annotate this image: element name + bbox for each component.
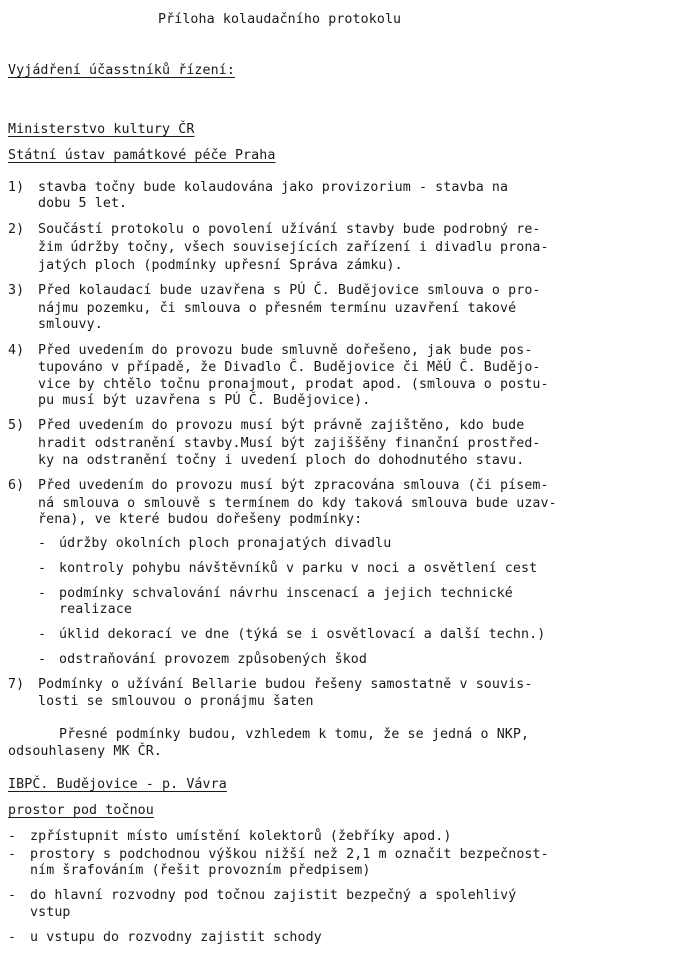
sub-item-text: realizace [59,602,132,617]
item-text-line: nájmu pozemku, či smlouva o přesném termínu uzavření takové [38,301,517,316]
item-text-line: vice by chtělo točnu pronajmout, prodat apod. (smlouva o postu- [38,377,549,392]
org-heading-ministry: Ministerstvo kultury ČR [8,122,195,137]
item-text-line: Před uvedením do provozu bude smluvně dořešeno, jak bude pos- [38,343,533,358]
dash-item-text: u vstupu do rozvodny zajistit schody [30,930,322,945]
page-title: Příloha kolaudačního protokolu [158,12,402,27]
item-text-line: Před kolaudací bude uzavřena s PÚ Č. Budějovice smlouva o pro- [38,283,541,298]
item-text-line: žim údržby točny, všech souvisejících zařízení i divadlu prona- [38,240,549,255]
item-number: 4) [8,343,25,358]
item-text-line: losti se smlouvou o pronájmu šaten [38,694,314,709]
item-text-line: stavba točny bude kolaudována jako provizorium - stavba na [38,180,509,195]
closing-line: Přesné podmínky budou, vzhledem k tomu, že se jedná o NKP, [59,727,530,742]
section-subheading: prostor pod točnou [8,803,154,818]
item-text-line: jatých ploch (podmínky upřesní Správa zámku). [38,258,403,273]
item-text-line: pu musí být uzavřena s PÚ Č. Budějovice). [38,393,371,408]
sub-item-dash: - [38,627,47,642]
sub-item-dash: - [38,561,47,576]
sub-item-dash: - [38,536,47,551]
sub-item-dash: - [38,652,47,667]
participants-heading: Vyjádření účasstníků řízení: [8,63,235,78]
dash-item-text: zpřístupnit místo umístění kolektorů (žebříky apod.) [30,829,452,844]
item-number: 6) [8,478,25,493]
org-heading-sup: Státní ústav památkové péče Praha [8,148,276,163]
dash-item-text: ním šrafováním (řešit provozním předpisem) [30,863,371,878]
dash-item-dash: - [8,888,17,903]
item-text-line: hradit odstranění stavby.Musí být zajiššěny finanční prostřed- [38,436,541,451]
item-text-line: Před uvedením do provozu musí být právně zajištěno, kdo bude [38,418,525,433]
dash-item-text: prostory s podchodnou výškou nižší než 2,1 m označit bezpečnost- [30,847,549,862]
item-text-line: Součástí protokolu o povolení užívání stavby bude podrobný re- [38,222,541,237]
item-text-line: dobu 5 let. [38,196,128,211]
item-text-line: řena), ve které budou dořešeny podmínky: [38,512,363,527]
item-number: 3) [8,283,25,298]
item-number: 1) [8,180,25,195]
item-number: 7) [8,677,25,692]
sub-item-text: odstraňování provozem způsobených škod [59,652,368,667]
sub-item-text: podmínky schvalování návrhu inscenací a jejich technické [59,586,513,601]
org-heading-ibp: IBPČ. Budějovice - p. Vávra [8,777,227,792]
item-text-line: ky na odstranění točny i uvedení ploch do dohodnutého stavu. [38,453,525,468]
sub-item-dash: - [38,586,47,601]
dash-item-dash: - [8,847,17,862]
item-text-line: smlouvy. [38,317,103,332]
sub-item-text: úklid dekorací ve dne (týká se i osvětlovací a další techn.) [59,627,546,642]
dash-item-text: do hlavní rozvodny pod točnou zajistit bezpečný a spolehlivý [30,888,517,903]
item-number: 2) [8,222,25,237]
dash-item-text: vstup [30,905,71,920]
item-text-line: Před uvedením do provozu musí být zpracována smlouva (či písem- [38,478,549,493]
sub-item-text: kontroly pohybu návštěvníků v parku v noci a osvětlení cest [59,561,538,576]
closing-line: odsouhlaseny MK ČR. [8,744,163,759]
item-number: 5) [8,418,25,433]
item-text-line: tupováno v případě, že Divadlo Č. Budějovice či MěÚ Č. Budějo- [38,360,541,375]
dash-item-dash: - [8,829,17,844]
item-text-line: ná smlouva o smlouvě s termínem do kdy taková smlouva bude uzav- [38,496,557,511]
item-text-line: Podmínky o užívání Bellarie budou řešeny samostatně v souvis- [38,677,533,692]
dash-item-dash: - [8,930,17,945]
sub-item-text: údržby okolních ploch pronajatých divadlu [59,536,392,551]
